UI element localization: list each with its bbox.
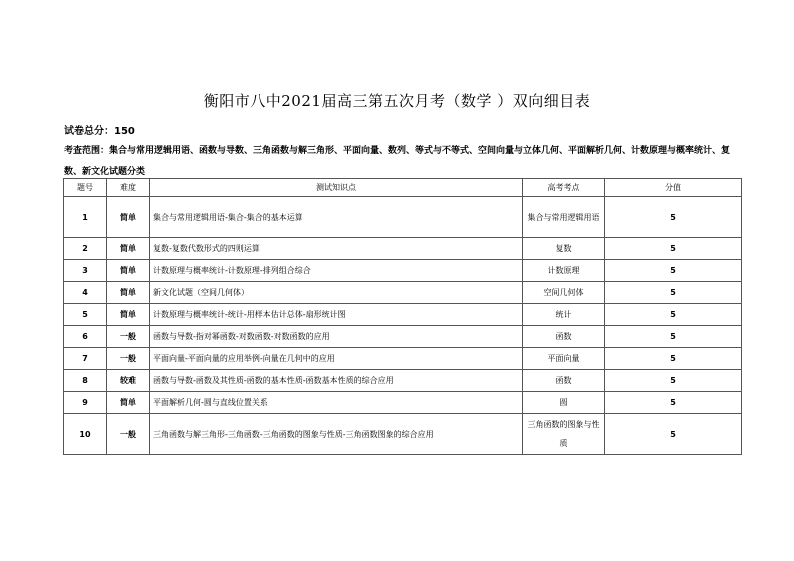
table-row	[64, 370, 742, 392]
table-row	[64, 304, 742, 326]
exam-scope: 考查范围：集合与常用逻辑用语、函数与导数、三角函数与解三角形、平面向量、数列、等式与不等式、空间向量与立体几何、平面解析几何、计数原理与概率统计、复数、新文化试题分类	[64, 146, 731, 177]
difficulty: 简单	[107, 238, 150, 260]
header-topic: 高考考点	[523, 179, 605, 197]
difficulty: 简单	[107, 392, 150, 414]
score: 5	[605, 282, 742, 304]
difficulty: 一般	[107, 348, 150, 370]
header-difficulty: 难度	[107, 179, 150, 197]
table-row	[64, 326, 742, 348]
knowledge-point: 集合与常用逻辑用语-集合-集合的基本运算	[150, 197, 523, 238]
score: 5	[605, 348, 742, 370]
header-score: 分值	[605, 179, 742, 197]
knowledge-point: 新文化试题（空间几何体）	[150, 282, 523, 304]
exam-topic: 函数	[523, 370, 605, 392]
exam-topic: 平面向量	[523, 348, 605, 370]
question-no: 7	[64, 348, 107, 370]
table-row	[64, 348, 742, 370]
exam-topic: 统计	[523, 304, 605, 326]
exam-topic: 函数	[523, 326, 605, 348]
question-no: 5	[64, 304, 107, 326]
header-knowledge: 测试知识点	[150, 179, 523, 197]
table-row	[64, 260, 742, 282]
difficulty: 简单	[107, 282, 150, 304]
table-row	[64, 238, 742, 260]
table-row	[64, 197, 742, 238]
score: 5	[605, 238, 742, 260]
score: 5	[605, 260, 742, 282]
knowledge-point: 函数与导数-指对幂函数-对数函数-对数函数的应用	[150, 326, 523, 348]
knowledge-point: 三角函数与解三角形-三角函数-三角函数的图象与性质-三角函数图象的综合应用	[150, 414, 523, 455]
score: 5	[605, 197, 742, 238]
question-no: 4	[64, 282, 107, 304]
difficulty: 较难	[107, 370, 150, 392]
exam-topic: 计数原理	[523, 260, 605, 282]
exam-topic: 三角函数的图象与性质	[523, 414, 605, 455]
exam-topic: 圆	[523, 392, 605, 414]
question-no: 2	[64, 238, 107, 260]
knowledge-point: 复数-复数代数形式的四则运算	[150, 238, 523, 260]
question-no: 10	[64, 414, 107, 455]
table-row	[64, 282, 742, 304]
question-no: 8	[64, 370, 107, 392]
exam-topic: 集合与常用逻辑用语	[523, 197, 605, 238]
spec-table	[63, 178, 742, 455]
knowledge-point: 函数与导数-函数及其性质-函数的基本性质-函数基本性质的综合应用	[150, 370, 523, 392]
score: 5	[605, 304, 742, 326]
total-score: 试卷总分：150	[64, 126, 135, 137]
score: 5	[605, 370, 742, 392]
table-row	[64, 414, 742, 455]
table-row	[64, 392, 742, 414]
score: 5	[605, 414, 742, 455]
table-header-row	[64, 179, 742, 197]
difficulty: 一般	[107, 326, 150, 348]
score: 5	[605, 326, 742, 348]
score: 5	[605, 392, 742, 414]
question-no: 3	[64, 260, 107, 282]
knowledge-point: 平面解析几何-圆与直线位置关系	[150, 392, 523, 414]
question-no: 9	[64, 392, 107, 414]
knowledge-point: 计数原理与概率统计-计数原理-排列组合综合	[150, 260, 523, 282]
difficulty: 简单	[107, 197, 150, 238]
knowledge-point: 平面向量-平面向量的应用举例-向量在几何中的应用	[150, 348, 523, 370]
difficulty: 一般	[107, 414, 150, 455]
exam-topic: 复数	[523, 238, 605, 260]
document-title: 衡阳市八中2021届高三第五次月考（数学 ）双向细目表	[203, 92, 591, 110]
question-no: 1	[64, 197, 107, 238]
question-no: 6	[64, 326, 107, 348]
header-question-no: 题号	[64, 179, 107, 197]
difficulty: 简单	[107, 260, 150, 282]
difficulty: 简单	[107, 304, 150, 326]
knowledge-point: 计数原理与概率统计-统计-用样本估计总体-扇形统计图	[150, 304, 523, 326]
exam-topic: 空间几何体	[523, 282, 605, 304]
